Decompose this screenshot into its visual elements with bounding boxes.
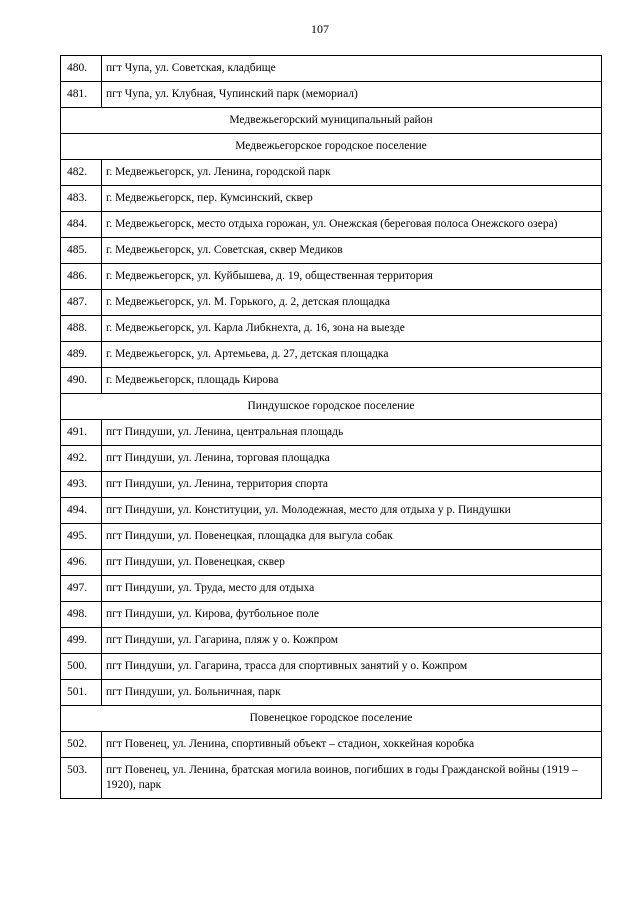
section-header-row (61, 394, 602, 420)
row-number: 499. (61, 628, 102, 654)
row-number: 496. (61, 550, 102, 576)
table-row (61, 238, 602, 264)
row-address: пгт Чупа, ул. Клубная, Чупинский парк (мемориал) (102, 82, 602, 108)
row-address: пгт Пиндуши, ул. Гагарина, пляж у о. Кожпром (102, 628, 602, 654)
section-title: Медвежьегорское городское поселение (61, 134, 602, 160)
row-address: г. Медвежьегорск, ул. Карла Либкнехта, д. 16, зона на выезде (102, 316, 602, 342)
row-number: 497. (61, 576, 102, 602)
table-row (61, 550, 602, 576)
row-number: 487. (61, 290, 102, 316)
table-row (61, 524, 602, 550)
row-number: 492. (61, 446, 102, 472)
row-number: 503. (61, 758, 102, 799)
row-address: пгт Чупа, ул. Советская, кладбище (102, 56, 602, 82)
row-number: 481. (61, 82, 102, 108)
row-address: г. Медвежьегорск, место отдыха горожан, ул. Онежская (береговая полоса Онежского озера) (102, 212, 602, 238)
row-address: пгт Пиндуши, ул. Ленина, торговая площадка (102, 446, 602, 472)
row-number: 485. (61, 238, 102, 264)
table-row (61, 82, 602, 108)
table-row (61, 602, 602, 628)
table-row (61, 290, 602, 316)
row-address: пгт Пиндуши, ул. Больничная, парк (102, 680, 602, 706)
row-address: пгт Повенец, ул. Ленина, братская могила воинов, погибших в годы Гражданской войны (1919 –1920), парк (102, 758, 602, 799)
row-address: пгт Пиндуши, ул. Ленина, территория спорта (102, 472, 602, 498)
row-number: 490. (61, 368, 102, 394)
row-number: 491. (61, 420, 102, 446)
row-address: пгт Пиндуши, ул. Повенецкая, площадка для выгула собак (102, 524, 602, 550)
table-row (61, 56, 602, 82)
table-row (61, 212, 602, 238)
row-address: г. Медвежьегорск, пер. Кумсинский, сквер (102, 186, 602, 212)
registry-table-body (61, 56, 602, 799)
row-address: пгт Пиндуши, ул. Кирова, футбольное поле (102, 602, 602, 628)
row-number: 486. (61, 264, 102, 290)
row-address: г. Медвежьегорск, ул. Советская, сквер Медиков (102, 238, 602, 264)
row-address: г. Медвежьегорск, ул. Куйбышева, д. 19, общественная территория (102, 264, 602, 290)
row-address: г. Медвежьегорск, ул. Артемьева, д. 27, детская площадка (102, 342, 602, 368)
table-row (61, 680, 602, 706)
row-number: 482. (61, 160, 102, 186)
table-row (61, 732, 602, 758)
table-row (61, 654, 602, 680)
row-number: 484. (61, 212, 102, 238)
table-row (61, 576, 602, 602)
section-header-row (61, 108, 602, 134)
page-number: 107 (311, 22, 329, 36)
row-address: пгт Пиндуши, ул. Гагарина, трасса для спортивных занятий у о. Кожпром (102, 654, 602, 680)
row-address: пгт Пиндуши, ул. Повенецкая, сквер (102, 550, 602, 576)
row-address: пгт Пиндуши, ул. Ленина, центральная площадь (102, 420, 602, 446)
section-title: Медвежьегорский муниципальный район (61, 108, 602, 134)
row-number: 502. (61, 732, 102, 758)
row-number: 500. (61, 654, 102, 680)
table-row (61, 420, 602, 446)
row-address: пгт Повенец, ул. Ленина, спортивный объект – стадион, хоккейная коробка (102, 732, 602, 758)
table-row (61, 758, 602, 799)
row-number: 493. (61, 472, 102, 498)
section-title: Повенецкое городское поселение (61, 706, 602, 732)
table-row (61, 316, 602, 342)
registry-table (60, 55, 602, 799)
table-row (61, 186, 602, 212)
row-number: 495. (61, 524, 102, 550)
row-number: 501. (61, 680, 102, 706)
section-header-row (61, 706, 602, 732)
row-number: 480. (61, 56, 102, 82)
row-number: 488. (61, 316, 102, 342)
table-row (61, 342, 602, 368)
row-address: г. Медвежьегорск, ул. Ленина, городской парк (102, 160, 602, 186)
row-address: г. Медвежьегорск, площадь Кирова (102, 368, 602, 394)
row-address: пгт Пиндуши, ул. Конституции, ул. Молодежная, место для отдыха у р. Пиндушки (102, 498, 602, 524)
table-row (61, 472, 602, 498)
table-row (61, 160, 602, 186)
row-number: 483. (61, 186, 102, 212)
table-row (61, 498, 602, 524)
row-address: г. Медвежьегорск, ул. М. Горького, д. 2, детская площадка (102, 290, 602, 316)
row-number: 498. (61, 602, 102, 628)
section-header-row (61, 134, 602, 160)
row-number: 489. (61, 342, 102, 368)
table-row (61, 628, 602, 654)
table-row (61, 368, 602, 394)
row-address: пгт Пиндуши, ул. Труда, место для отдыха (102, 576, 602, 602)
table-row (61, 446, 602, 472)
row-number: 494. (61, 498, 102, 524)
section-title: Пиндушское городское поселение (61, 394, 602, 420)
table-row (61, 264, 602, 290)
